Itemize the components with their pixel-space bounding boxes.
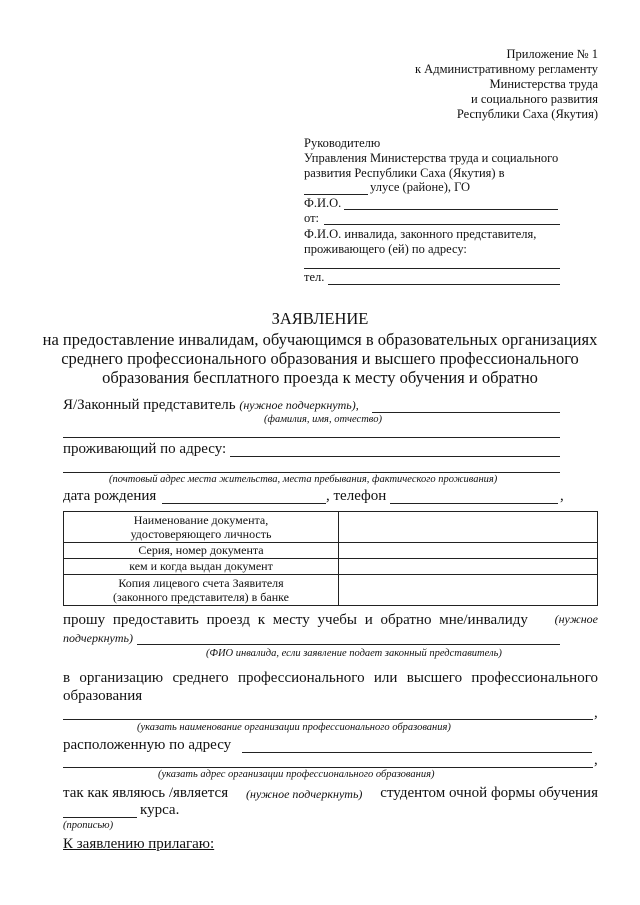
from-label: от: bbox=[304, 211, 320, 225]
appendix-line: и социального развития bbox=[471, 92, 598, 106]
fio-disabled-field[interactable] bbox=[137, 644, 560, 645]
residing-field-2[interactable] bbox=[63, 472, 560, 473]
located-label: расположенную по адресу bbox=[63, 737, 232, 753]
cell-text: (законного представителя) в банке bbox=[112, 590, 290, 604]
appendix-block bbox=[338, 47, 598, 122]
fio-label: Ф.И.О. bbox=[304, 196, 342, 210]
org-text: в организацию среднего профессионального или высшего профессионального bbox=[63, 670, 598, 686]
fio-field[interactable] bbox=[344, 209, 558, 210]
located-field[interactable] bbox=[242, 752, 592, 753]
request-hint: (нужное bbox=[554, 612, 598, 626]
comma: , bbox=[594, 705, 598, 721]
address-hint: (почтовый адрес места жительства, места пребывания, фактического проживания) bbox=[109, 474, 498, 485]
course-field[interactable] bbox=[63, 817, 137, 818]
student-row bbox=[63, 785, 598, 802]
words-hint: (прописью) bbox=[63, 820, 114, 831]
from-field[interactable] bbox=[324, 224, 560, 225]
name-hint: (фамилия, имя, отчество) bbox=[264, 414, 382, 425]
org-text-2: образования bbox=[63, 688, 143, 704]
request-hint-2: подчеркнуть) bbox=[63, 631, 133, 645]
comma: , bbox=[594, 752, 598, 768]
addressee-dept: развития Республики Саха (Якутия) в bbox=[304, 166, 505, 180]
table-cell-value[interactable] bbox=[339, 543, 598, 559]
representative-label: Я/Законный представитель bbox=[63, 397, 236, 413]
phone-label: , телефон bbox=[326, 488, 387, 504]
student-text: так как являюсь /является bbox=[63, 785, 229, 801]
address-field[interactable] bbox=[304, 268, 560, 269]
residing-field[interactable] bbox=[230, 456, 560, 457]
student-text-2: студентом очной формы обучения bbox=[380, 785, 598, 801]
table-cell-label bbox=[64, 559, 339, 575]
form-subtitle: образования бесплатного проезда к месту обучения и обратно bbox=[102, 368, 538, 387]
comma: , bbox=[560, 488, 564, 504]
table-row bbox=[64, 543, 598, 559]
cell-text: Наименование документа, bbox=[133, 513, 269, 527]
appendix-line: Республики Саха (Якутия) bbox=[456, 107, 598, 121]
request-row bbox=[63, 612, 598, 629]
phone-field[interactable] bbox=[390, 503, 558, 504]
table-cell-value[interactable] bbox=[339, 512, 598, 543]
tel-label: тел. bbox=[304, 270, 325, 284]
table-cell-label bbox=[64, 575, 339, 606]
request-text: прошу предоставить проезд к месту учебы и обратно мне/инвалиду bbox=[63, 612, 528, 628]
ulus-label: улусе (районе), ГО bbox=[370, 180, 471, 194]
table-cell-label bbox=[64, 543, 339, 559]
cell-text: удостоверяющего личность bbox=[130, 527, 272, 541]
table-row bbox=[64, 559, 598, 575]
org-hint: (указать наименование организации профессионального образования) bbox=[137, 722, 451, 733]
table-row bbox=[64, 512, 598, 543]
applicant-label: проживающего (ей) по адресу: bbox=[304, 242, 467, 256]
appendix-line: к Административному регламенту bbox=[414, 62, 598, 76]
table-cell-label bbox=[64, 512, 339, 543]
addressee-to: Руководителю bbox=[304, 136, 381, 150]
addressee-block bbox=[304, 136, 604, 181]
cell-text: кем и когда выдан документ bbox=[129, 559, 273, 573]
representative-row bbox=[63, 397, 359, 414]
appendix-line: Министерства труда bbox=[489, 77, 598, 91]
residing-label: проживающий по адресу: bbox=[63, 441, 227, 457]
org-address-hint: (указать адрес организации профессионального образования) bbox=[158, 769, 435, 780]
form-title: ЗАЯВЛЕНИЕ bbox=[271, 309, 369, 328]
form-subtitle: среднего профессионального образования и высшего профессионального bbox=[61, 349, 579, 368]
table-cell-value[interactable] bbox=[339, 575, 598, 606]
course-label: курса. bbox=[140, 802, 180, 818]
representative-field[interactable] bbox=[372, 412, 560, 413]
org-name-field[interactable] bbox=[63, 719, 593, 720]
tel-field[interactable] bbox=[328, 284, 560, 285]
name-field[interactable] bbox=[63, 437, 560, 438]
birth-date-field[interactable] bbox=[162, 503, 326, 504]
located-field-2[interactable] bbox=[63, 767, 593, 768]
fio-hint: (ФИО инвалида, если заявление подает законный представитель) bbox=[206, 648, 502, 659]
applicant-label: Ф.И.О. инвалида, законного представителя, bbox=[304, 227, 537, 241]
appendix-line: Приложение № 1 bbox=[506, 47, 598, 61]
table-row bbox=[64, 575, 598, 606]
addressee-dept: Управления Министерства труда и социального bbox=[304, 151, 559, 165]
cell-text: Копия лицевого счета Заявителя bbox=[118, 576, 284, 590]
attach-heading: К заявлению прилагаю: bbox=[63, 836, 215, 852]
student-hint: (нужное подчеркнуть) bbox=[246, 787, 363, 801]
birth-date-label: дата рождения bbox=[63, 488, 157, 504]
form-subtitle: на предоставление инвалидам, обучающимся в образовательных организациях bbox=[42, 330, 598, 349]
table-cell-value[interactable] bbox=[339, 559, 598, 575]
documents-table bbox=[63, 511, 598, 606]
representative-hint: (нужное подчеркнуть), bbox=[239, 398, 359, 412]
cell-text: Серия, номер документа bbox=[138, 543, 264, 557]
ulus-field[interactable] bbox=[304, 194, 368, 195]
